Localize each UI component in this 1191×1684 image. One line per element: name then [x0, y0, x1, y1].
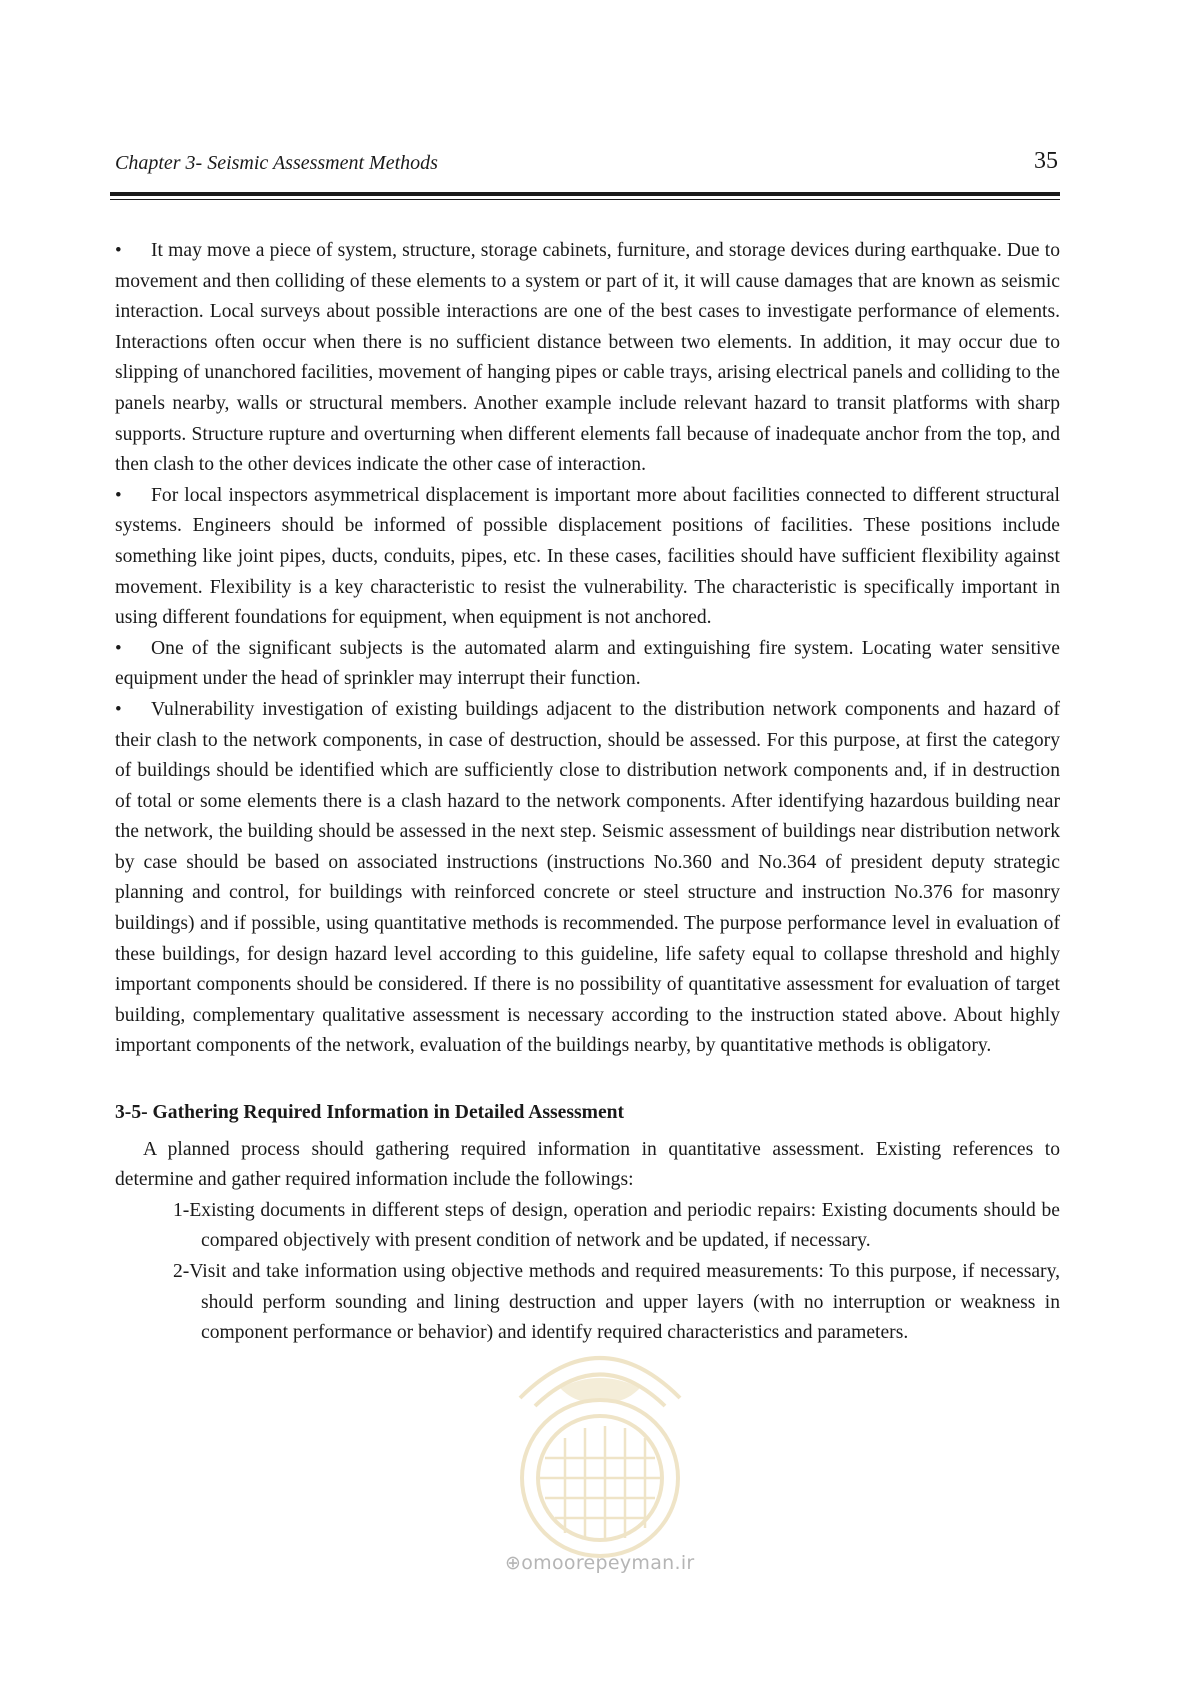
bullet-icon: •	[115, 484, 122, 506]
list-item: 1-Existing documents in different steps of design, operation and periodic repairs: Existing documents should be compared objectively with present condition of network and be updated, if necessary.	[173, 1199, 1060, 1252]
bullet-item	[115, 481, 1060, 634]
bullet-icon: •	[115, 240, 122, 261]
bullet-item	[115, 695, 1060, 1062]
chapter-title: Chapter 3- Seismic Assessment Methods	[115, 152, 438, 174]
section-intro: A planned process should gathering required information in quantitative assessment. Existing references to determine and gather required information include the followings:	[115, 1138, 1060, 1191]
globe-icon: ⊕	[505, 1552, 522, 1574]
bullet-icon: •	[115, 637, 122, 659]
numbered-list	[115, 1196, 1060, 1349]
watermark-url	[505, 1552, 695, 1574]
page-header	[115, 148, 1060, 178]
bullet-text: It may move a piece of system, structure, storage cabinets, furniture, and storage devices during earthquake. Due to movement and then colliding of these elements to a system or part of it, it will cause damages that are known as seismic interaction. Local surveys about possible interactions are one of the best cases to investigate performance of elements. Interactions often occur when there is no sufficient distance between two elements. In addition, it may occur due to slipping of unanchored facilities, movement of hanging pipes or cable trays, arising electrical panels and colliding to the panels nearby, walls or structural members. Another example include relevant hazard to transit platforms with sharp supports. Structure rupture and overturning when different elements fall because of inadequate anchor from the top, and then clash to the other devices indicate the other case of interaction.	[115, 240, 1060, 476]
bullet-text: One of the significant subjects is the automated alarm and extinguishing fire system. Locating water sensitive equipment under the head of sprinkler may interrupt their function.	[115, 637, 1060, 690]
bullet-text: For local inspectors asymmetrical displacement is important more about facilities connected to different structural systems. Engineers should be informed of possible displacement positions of facilities. These positions include something like joint pipes, ducts, conduits, pipes, etc. In these cases, facilities should have sufficient flexibility against movement. Flexibility is a key characteristic to resist the vulnerability. The characteristic is specifically important in using different foundations for equipment, when equipment is not anchored.	[115, 484, 1060, 629]
watermark-url-text: omoorepeyman.ir	[521, 1552, 695, 1574]
body-text	[115, 236, 1060, 1349]
list-item: 2-Visit and take information using objective methods and required measurements: To this purpose, if necessary, should perform sounding and lining destruction and upper layers (with no interruption or weakness in component performance or behavior) and identify required characteristics and parameters.	[173, 1261, 1060, 1344]
bullet-text: Vulnerability investigation of existing buildings adjacent to the distribution network components and hazard of their clash to the network components, in case of destruction, should be assessed. For this purpose, at first the category of buildings should be identified which are sufficiently close to distribution network components and, if in destruction of total or some elements there is a clash hazard to the network components. After identifying hazardous building near the network, the building should be assessed in the next step. Seismic assessment of buildings near distribution network by case should be based on associated instructions (instructions No.360 and No.364 of president deputy strategic planning and control, for buildings with reinforced concrete or steel structure and instruction No.376 for masonry buildings) and if possible, using quantitative methods is recommended. The purpose performance level in evaluation of these buildings, for design hazard level according to this guideline, life safety equal to collapse threshold and highly important components should be considered. If there is no possibility of quantitative assessment for evaluation of target building, complementary qualitative assessment is necessary according to the instruction stated above. About highly important components of the network, evaluation of the buildings nearby, by quantitative methods is obligatory.	[115, 698, 1060, 1057]
section-heading: 3-5- Gathering Required Information in Detailed Assessment	[115, 1102, 625, 1124]
bullet-item	[115, 236, 1060, 481]
watermark-seal-icon	[490, 1328, 710, 1568]
header-double-rule	[110, 192, 1060, 200]
bullet-item	[115, 634, 1060, 695]
bullet-icon: •	[115, 698, 122, 720]
page-number: 35	[1034, 148, 1058, 174]
